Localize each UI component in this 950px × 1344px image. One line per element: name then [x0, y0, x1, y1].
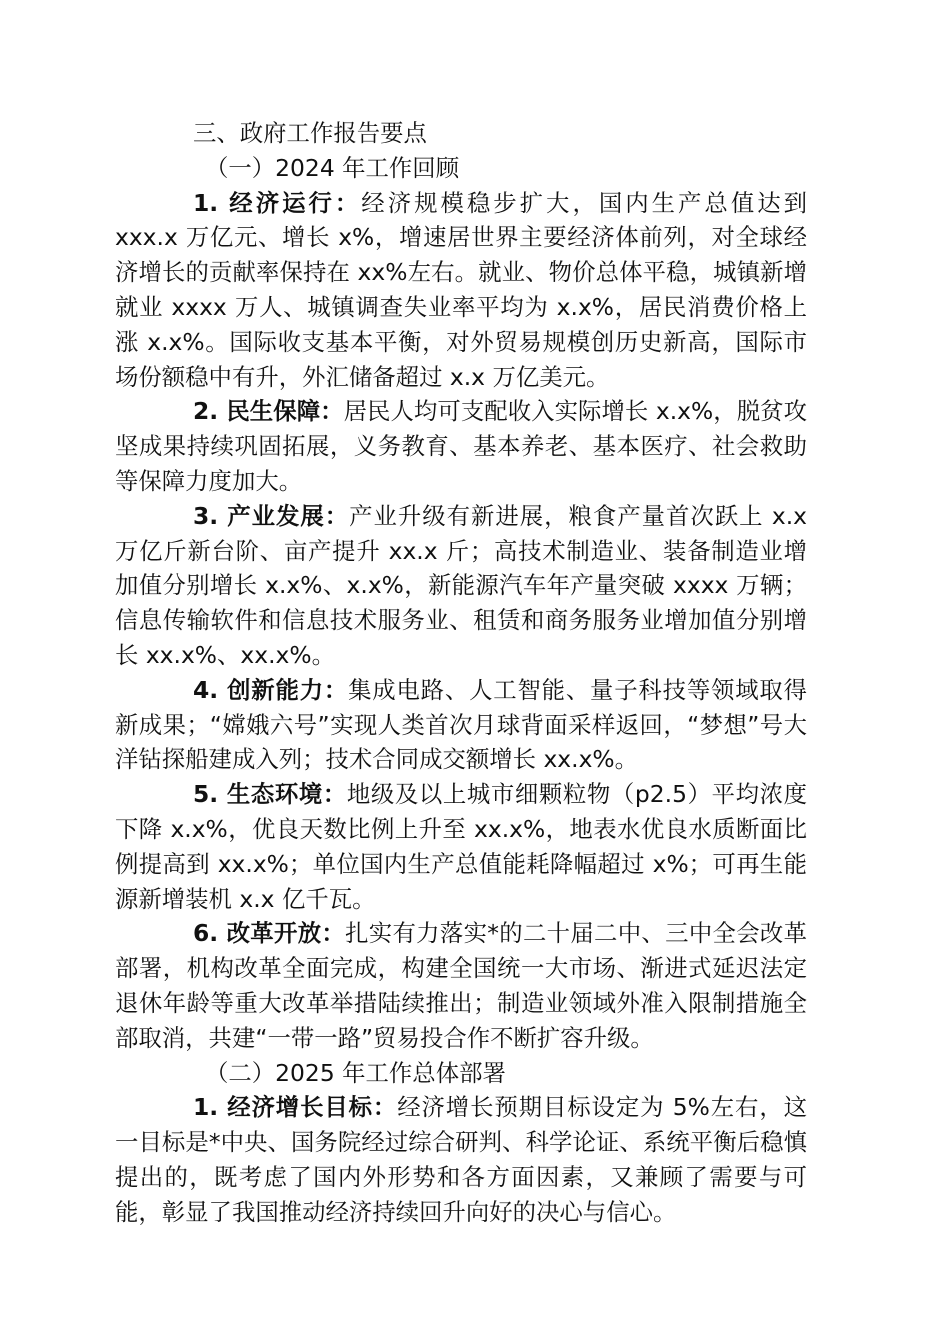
- paragraph-label: 5. 生态环境：: [193, 780, 347, 809]
- paragraph-innovation: [115, 673, 807, 777]
- paragraph-text: 经济增长预期目标设定为 5%左右，这一目标是*中央、国务院经过综合研判、科学论证、系统平衡后稳慎提出的，既考虑了国内外形势和各方面因素，又兼顾了需要与可能，彰显了我国推动经济持续回升向好的决心与信心。: [115, 1093, 807, 1226]
- paragraph-text: 产业升级有新进展，粮食产量首次跃上 x.x 万亿斤新台阶、亩产提升 xx.x 斤；高技术制造业、装备制造业增加值分别增长 x.x%、x.x%，新能源汽车年产量突破 xxxx 万辆；信息传输软件和信息技术服务业、租赁和商务服务业增加值分别增长 xx.x%、xx.x%。: [115, 501, 807, 669]
- section2-heading: （二）2025 年工作总体部署: [205, 1058, 506, 1087]
- paragraph-text: 经济规模稳步扩大，国内生产总值达到 xxx.x 万亿元、增长 x%，增速居世界主要经济体前列，对全球经济增长的贡献率保持在 xx%左右。就业、物价总体平稳，城镇新增就业 xxxx 万人、城镇调查失业率平均为 x.x%，居民消费价格上涨 x.x%。国际收支基本平衡，对外贸易规模创历史新高，国际市场份额稳中有升，外汇储备超过 x.x 万亿美元。: [115, 188, 808, 391]
- paragraph-label: 1. 经济运行：: [193, 188, 362, 217]
- paragraph-label: 1. 经济增长目标：: [193, 1093, 398, 1122]
- paragraph-economy: [115, 186, 807, 395]
- paragraph-livelihood: [115, 394, 807, 498]
- paragraph-label: 6. 改革开放：: [193, 919, 346, 948]
- section1-heading: （一）2024 年工作回顾: [205, 153, 460, 182]
- paragraph-reform: [115, 916, 807, 1055]
- paragraph-text: 地级及以上城市细颗粒物（p2.5）平均浓度下降 x.x%，优良天数比例上升至 xx.x%，地表水优良水质断面比例提高到 xx.x%；单位国内生产总值能耗降幅超过 x%；可再生能源新增装机 x.x 亿千瓦。: [115, 780, 807, 913]
- paragraph-text: 集成电路、人工智能、量子科技等领域取得新成果；“嫦娥六号”实现人类首次月球背面采样返回，“梦想”号大洋钻探船建成入列；技术合同成交额增长 xx.x%。: [115, 675, 807, 774]
- paragraph-label: 3. 产业发展：: [193, 501, 350, 530]
- paragraph-label: 2. 民生保障：: [193, 397, 344, 426]
- paragraph-growth-target: [115, 1090, 807, 1229]
- document-body: [115, 116, 807, 1230]
- paragraph-environment: [115, 777, 807, 916]
- paragraph-text: 扎实有力落实*的二十届二中、三中全会改革部署，机构改革全面完成，构建全国统一大市场、渐进式延迟法定退休年龄等重大改革举措陆续推出；制造业领域外准入限制措施全部取消，共建“一带一路”贸易投合作不断扩容升级。: [115, 919, 807, 1052]
- paragraph-label: 4. 创新能力：: [193, 675, 349, 704]
- heading-main: 三、政府工作报告要点: [193, 119, 427, 147]
- paragraph-industry: [115, 499, 807, 673]
- paragraph-text: 居民人均可支配收入实际增长 x.x%，脱贫攻坚成果持续巩固拓展，义务教育、基本养老、基本医疗、社会救助等保障力度加大。: [115, 397, 807, 495]
